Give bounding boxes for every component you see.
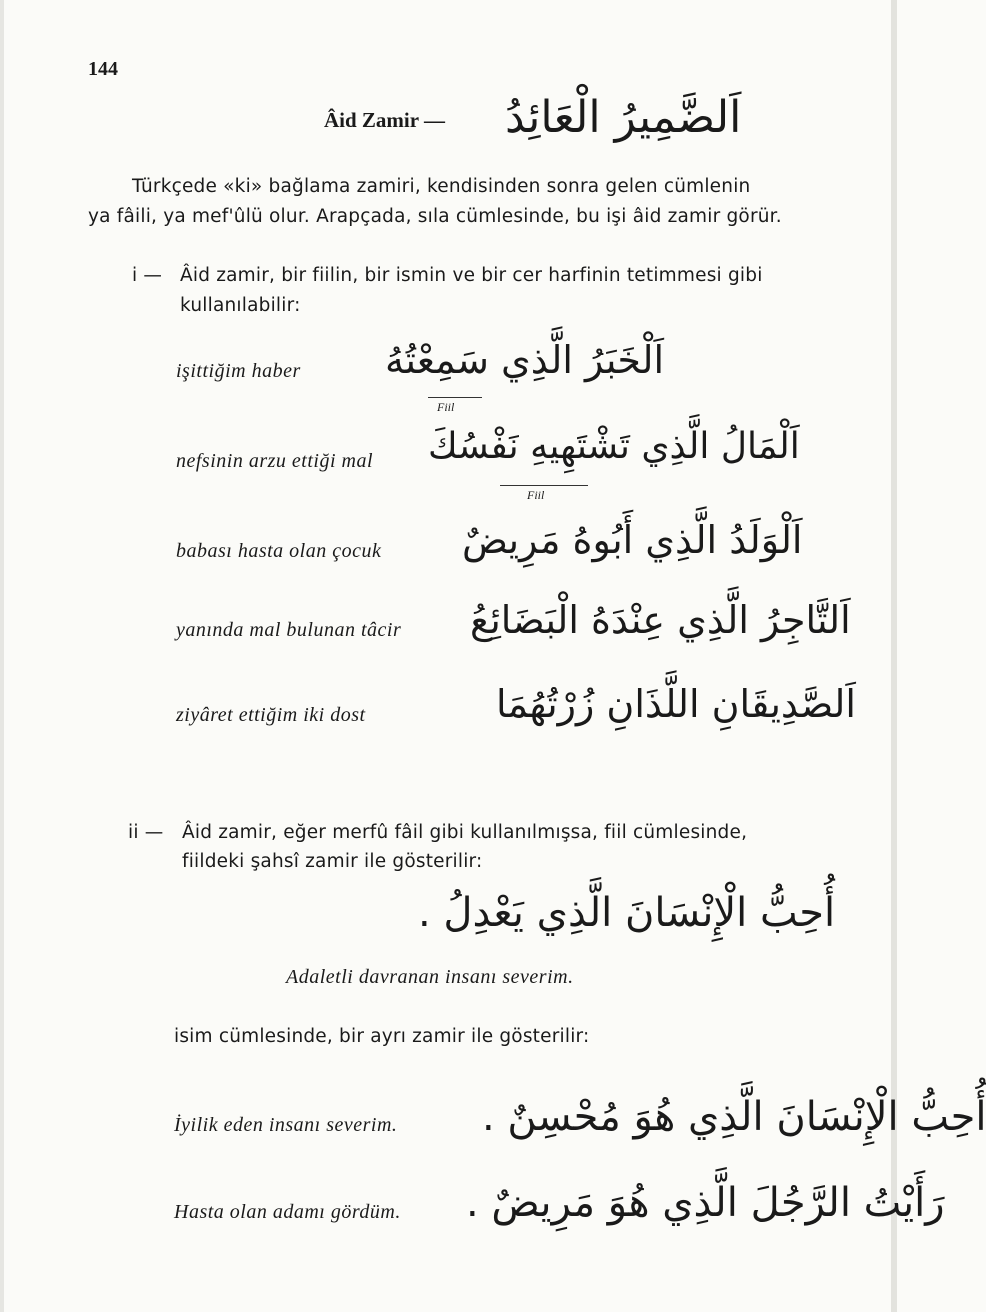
section-i-line-2: kullanılabilir: xyxy=(180,295,301,316)
section-ii-marker: ii — xyxy=(128,822,164,843)
intro-line-1: Türkçede «ki» bağlama zamiri, kendisinden sonra gelen cümlenin xyxy=(132,176,751,197)
fiil-underline xyxy=(428,397,482,398)
example-arabic: اَلتَّاجِرُ الَّذِي عِنْدَهُ الْبَضَائِعُ xyxy=(470,598,851,642)
fiil-note: Fiil xyxy=(437,400,455,414)
example-turkish: ziyâret ettiğim iki dost xyxy=(176,704,366,726)
fiil-note: Fiil xyxy=(527,488,545,502)
example-arabic: أُحِبُّ الْإِنْسَانَ الَّذِي هُوَ مُحْسِنٌ . xyxy=(482,1094,986,1140)
page-edge-left xyxy=(0,0,4,1312)
example-turkish: babası hasta olan çocuk xyxy=(176,540,382,562)
fiil-underline xyxy=(500,485,588,486)
section-heading: Âid Zamir — xyxy=(324,108,445,132)
intro-line-2: ya fâili, ya mef'ûlü olur. Arapçada, sıla cümlesinde, bu işi âid zamir görür. xyxy=(88,206,782,227)
example-turkish: Hasta olan adamı gördüm. xyxy=(174,1201,401,1223)
example-turkish: işittiğim haber xyxy=(176,360,301,382)
example-arabic: اَلْمَالُ الَّذِي تَشْتَهِيهِ نَفْسُكَ xyxy=(428,426,800,467)
example-turkish: yanında mal bulunan tâcir xyxy=(176,619,402,641)
example-arabic: رَأَيْتُ الرَّجُلَ الَّذِي هُوَ مَرِيضٌ . xyxy=(466,1180,945,1226)
section-i-line-1: Âid zamir, bir fiilin, bir ismin ve bir cer harfinin tetimmesi gibi xyxy=(180,265,763,286)
example-arabic: اَلصَّدِيقَانِ اللَّذَانِ زُرْتُهُمَا xyxy=(496,682,856,726)
section-ii-line-1: Âid zamir, eğer merfû fâil gibi kullanılmışsa, fiil cümlesinde, xyxy=(182,822,748,843)
section-heading-arabic: اَلضَّمِيرُ الْعَائِدُ xyxy=(505,92,742,143)
example-arabic: اَلْخَبَرُ الَّذِي سَمِعْتُهُ xyxy=(385,338,665,382)
example-turkish: nefsinin arzu ettiği mal xyxy=(176,450,373,472)
page-number: 144 xyxy=(88,58,118,80)
isim-line: isim cümlesinde, bir ayrı zamir ile gösterilir: xyxy=(174,1026,590,1047)
example-arabic: اَلْوَلَدُ الَّذِي أَبُوهُ مَرِيضٌ xyxy=(462,518,803,562)
section-i-marker: i — xyxy=(132,265,163,286)
section-ii-line-2: fiildeki şahsî zamir ile gösterilir: xyxy=(182,851,483,872)
example-translation: Adaletli davranan insanı severim. xyxy=(286,966,574,988)
example-turkish: İyilik eden insanı severim. xyxy=(174,1114,398,1136)
example-arabic: أُحِبُّ الْإِنْسَانَ الَّذِي يَعْدِلُ . xyxy=(418,890,836,936)
